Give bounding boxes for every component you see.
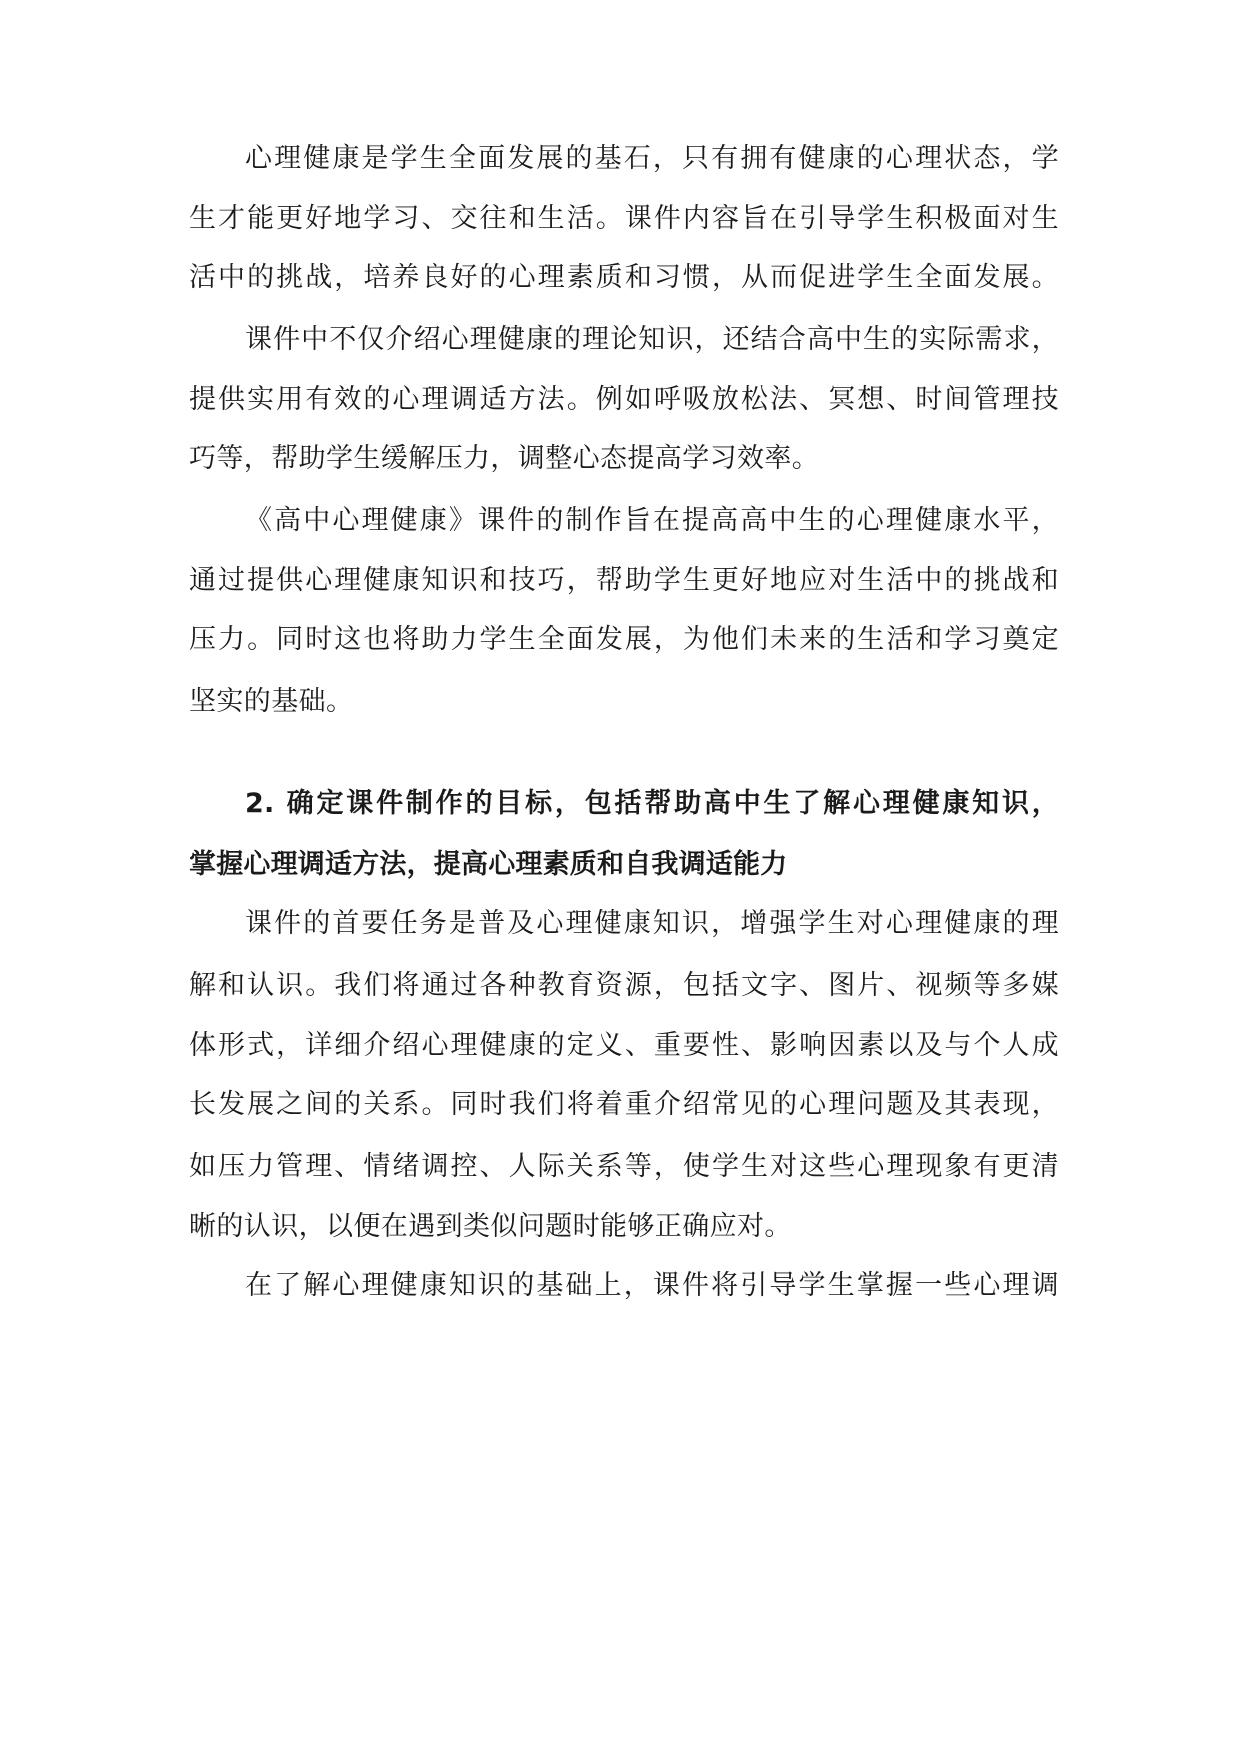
paragraph-line: 长发展之间的关系。同时我们将着重介绍常见的心理问题及其表现， xyxy=(189,1089,1059,1120)
section-heading: 掌握心理调适方法，提高心理素质和自我调适能力 xyxy=(189,849,788,880)
paragraph-line: 晰的认识，以便在遇到类似问题时能够正确应对。 xyxy=(189,1211,792,1242)
paragraph-line: 活中的挑战，培养良好的心理素质和习惯，从而促进学生全面发展。 xyxy=(189,262,1059,293)
paragraph-line: 巧等，帮助学生缓解压力，调整心态提高学习效率。 xyxy=(189,443,820,474)
paragraph-line: 通过提供心理健康知识和技巧，帮助学生更好地应对生活中的挑战和 xyxy=(189,565,1059,596)
paragraph-line: 体形式，详细介绍心理健康的定义、重要性、影响因素以及与个人成 xyxy=(189,1030,1059,1061)
paragraph-line: 课件的首要任务是普及心理健康知识，增强学生对心理健康的理 xyxy=(245,908,1059,939)
paragraph-line: 《高中心理健康》课件的制作旨在提高高中生的心理健康水平， xyxy=(245,505,1059,536)
paragraph-line: 在了解心理健康知识的基础上，课件将引导学生掌握一些心理调 xyxy=(245,1270,1059,1301)
paragraph-line: 提供实用有效的心理调适方法。例如呼吸放松法、冥想、时间管理技 xyxy=(189,384,1059,415)
section-heading: 2. 确定课件制作的目标，包括帮助高中生了解心理健康知识， xyxy=(245,788,1059,819)
paragraph-line: 如压力管理、情绪调控、人际关系等，使学生对这些心理现象有更清 xyxy=(189,1151,1059,1182)
paragraph-line: 心理健康是学生全面发展的基石，只有拥有健康的心理状态，学 xyxy=(245,143,1059,174)
paragraph-line: 解和认识。我们将通过各种教育资源，包括文字、图片、视频等多媒 xyxy=(189,970,1059,1001)
paragraph-line: 压力。同时这也将助力学生全面发展，为他们未来的生活和学习奠定 xyxy=(189,624,1059,655)
paragraph-line: 生才能更好地学习、交往和生活。课件内容旨在引导学生积极面对生 xyxy=(189,203,1059,234)
paragraph-line: 坚实的基础。 xyxy=(189,686,354,717)
paragraph-line: 课件中不仅介绍心理健康的理论知识，还结合高中生的实际需求， xyxy=(245,324,1059,355)
